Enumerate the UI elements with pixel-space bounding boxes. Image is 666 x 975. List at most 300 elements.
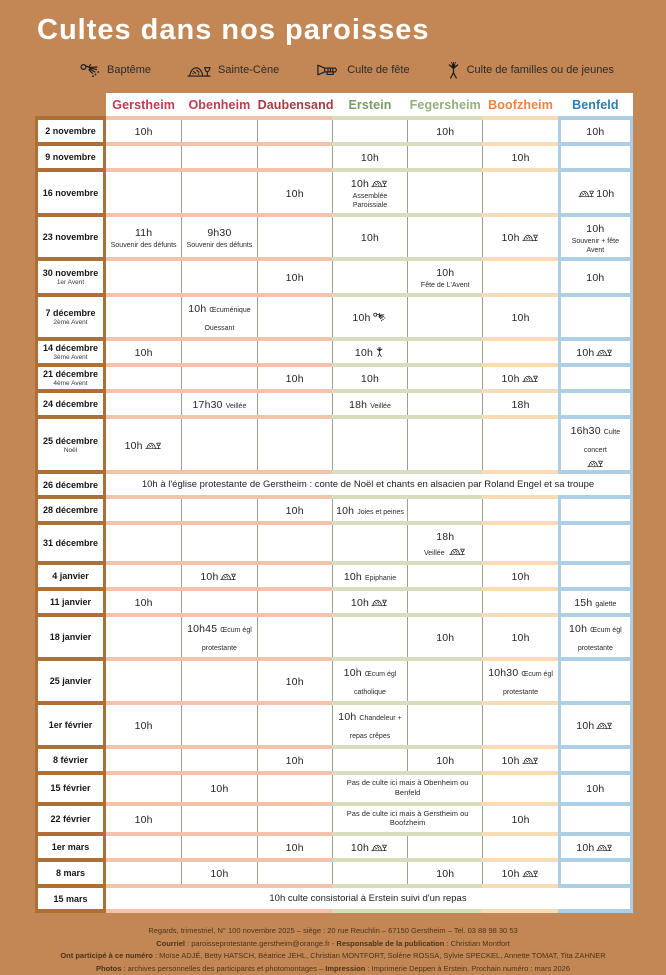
service-time: 10h xyxy=(285,272,304,285)
schedule-cell xyxy=(106,565,181,587)
service-time: 18h xyxy=(511,399,530,412)
schedule-row xyxy=(35,261,633,293)
legend-item-bapteme xyxy=(80,63,151,78)
schedule-cell xyxy=(106,775,181,802)
schedule-cell xyxy=(558,775,633,802)
service-note: Epiphanie xyxy=(364,574,397,582)
schedule-cell xyxy=(332,419,407,470)
schedule-cell xyxy=(332,393,407,415)
service-note: galette xyxy=(595,600,617,608)
schedule-cell xyxy=(106,749,181,771)
sainte-cene-icon xyxy=(596,347,612,357)
date-cell xyxy=(35,862,106,884)
date-label: 16 novembre xyxy=(42,187,99,198)
schedule-cell xyxy=(332,341,407,363)
schedule-cell xyxy=(482,172,557,213)
sainte-cene-icon xyxy=(371,178,387,188)
schedule-cell xyxy=(558,525,633,561)
sainte-cene-icon xyxy=(371,597,387,607)
schedule-row xyxy=(35,499,633,521)
column-header-boofzheim: Boofzheim xyxy=(482,93,557,116)
date-cell xyxy=(35,172,106,213)
schedule-cell xyxy=(332,806,483,833)
service-time: 10h xyxy=(338,710,357,723)
column-header-date xyxy=(35,93,106,116)
sainte-cene-icon xyxy=(449,546,465,556)
schedule-cell xyxy=(106,806,181,833)
schedule-row xyxy=(35,617,633,657)
schedule-cell xyxy=(407,367,482,389)
service-time: 10h45 xyxy=(187,622,218,635)
service-time: 10h xyxy=(436,868,455,881)
service-time: 10h xyxy=(436,631,455,644)
schedule-cell xyxy=(181,862,256,884)
schedule-cell xyxy=(407,297,482,337)
schedule-cell xyxy=(181,499,256,521)
date-sublabel: 1er Avent xyxy=(56,279,85,287)
schedule-cell xyxy=(257,525,332,561)
service-note: Veillée xyxy=(225,403,247,411)
schedule-cell xyxy=(257,499,332,521)
service-time: 10h xyxy=(501,868,520,881)
schedule-cell xyxy=(332,705,407,745)
band-cell xyxy=(106,909,181,913)
service-note: Œcuménique Ouessant xyxy=(204,307,251,333)
service-time: 10h xyxy=(501,373,520,386)
date-cell xyxy=(35,888,106,909)
service-time: 10h xyxy=(576,842,595,855)
legend-label: Sainte-Cène xyxy=(218,64,280,77)
schedule-cell xyxy=(106,836,181,858)
service-time: 9h30 xyxy=(207,227,232,240)
schedule-cell xyxy=(181,749,256,771)
schedule-cell xyxy=(558,806,633,833)
date-label: 1er février xyxy=(48,719,93,730)
sainte-cene-icon xyxy=(578,188,594,198)
service-note: Œcum égl protestante xyxy=(201,626,252,652)
footer-text: : Moïse ADJÉ, Betty HATSCH, Béatrice JEHL, Christian MONTFORT, Solène ROSSA, Sylvie SPECKEL, Annette TOMAT, Tita ZAHNER xyxy=(152,951,606,961)
date-label: 24 décembre xyxy=(42,399,99,410)
schedule-row xyxy=(35,565,633,587)
date-sublabel: 3ème Avent xyxy=(53,354,88,362)
date-label: 15 mars xyxy=(53,893,88,904)
schedule-cell xyxy=(257,749,332,771)
schedule-row xyxy=(35,525,633,561)
schedule-row xyxy=(35,217,633,258)
schedule-cell xyxy=(332,525,407,561)
date-label: 7 décembre xyxy=(45,308,96,319)
schedule-cell xyxy=(106,261,181,293)
service-time: 10h xyxy=(586,222,605,235)
date-label: 21 décembre xyxy=(42,369,99,380)
schedule-cell xyxy=(257,146,332,168)
band-cell xyxy=(407,909,482,913)
service-time: 10h xyxy=(285,675,304,688)
legend-label: Culte de familles ou de jeunes xyxy=(466,64,614,77)
column-header-daubensand: Daubensand xyxy=(257,93,332,116)
schedule-row xyxy=(35,367,633,389)
schedule-cell xyxy=(332,297,407,337)
schedule-cell xyxy=(482,393,557,415)
sainte-cene-icon xyxy=(522,373,538,383)
column-header-gerstheim: Gerstheim xyxy=(106,93,181,116)
footer-text: Ont participé à ce numéro xyxy=(60,951,153,961)
band-cell xyxy=(181,909,256,913)
schedule-row xyxy=(35,836,633,858)
service-time: 10h xyxy=(511,312,530,325)
column-header-erstein: Erstein xyxy=(332,93,407,116)
service-note: Œcum égl protestante xyxy=(503,670,553,696)
date-cell xyxy=(35,419,106,470)
service-time: 10h xyxy=(285,187,304,200)
footer-text: : Christian Montfort xyxy=(444,938,510,948)
schedule-cell xyxy=(181,617,256,657)
date-label: 2 novembre xyxy=(45,126,96,137)
footer-line xyxy=(0,938,666,950)
service-time: 10h xyxy=(343,666,362,679)
service-time: 16h30 xyxy=(570,425,601,438)
date-label: 23 novembre xyxy=(42,232,99,243)
legend-item-famille xyxy=(446,61,614,79)
schedule-cell xyxy=(257,341,332,363)
service-time: 10h xyxy=(586,272,605,285)
service-note: Culte concert xyxy=(583,429,621,455)
schedule-cell xyxy=(558,217,633,258)
legend-item-sainte-cene xyxy=(187,63,279,78)
schedule-cell xyxy=(257,705,332,745)
schedule-cell xyxy=(407,617,482,657)
service-time: 18h xyxy=(349,399,368,412)
service-time: 10h xyxy=(569,622,588,635)
schedule-cell xyxy=(482,120,557,142)
date-cell xyxy=(35,474,106,495)
service-time: 10h xyxy=(124,439,143,452)
schedule-cell xyxy=(332,172,407,213)
date-label: 18 janvier xyxy=(49,631,92,642)
date-label: 14 décembre xyxy=(42,343,99,354)
schedule-cell xyxy=(558,172,633,213)
schedule-cell xyxy=(106,661,181,701)
schedule-row xyxy=(35,705,633,745)
schedule-cell xyxy=(257,617,332,657)
service-time: Pas de culte ici mais à Obenheim ou Benfeld xyxy=(346,777,469,797)
schedule-cell xyxy=(257,591,332,613)
legend-label: Culte de fête xyxy=(347,64,410,77)
service-time: 10h xyxy=(576,719,595,732)
schedule-cell xyxy=(106,341,181,363)
service-time: 10h xyxy=(350,596,370,609)
schedule-cell xyxy=(181,341,256,363)
schedule-cell xyxy=(558,565,633,587)
sainte-cene-icon xyxy=(371,842,387,852)
schedule-cell xyxy=(332,367,407,389)
date-label: 25 décembre xyxy=(42,435,99,446)
service-time: 10h xyxy=(134,347,153,360)
schedule-cell xyxy=(106,367,181,389)
service-note: Œcum égl protestante xyxy=(577,626,622,652)
date-cell xyxy=(35,217,106,258)
schedule-cell xyxy=(106,862,181,884)
schedule-cell xyxy=(482,806,557,833)
date-sublabel: 2ème Avent xyxy=(53,319,88,327)
schedule-cell xyxy=(482,499,557,521)
service-note: Chandeleur + repas crêpes xyxy=(349,714,402,740)
schedule-cell xyxy=(558,367,633,389)
service-time: 10h xyxy=(511,631,530,644)
service-time: 10h xyxy=(200,570,219,583)
service-time: 10h xyxy=(586,783,605,796)
service-time: 17h30 xyxy=(192,399,223,412)
service-time: 10h xyxy=(210,868,229,881)
schedule-cell xyxy=(482,217,557,258)
schedule-cell xyxy=(257,297,332,337)
band-cell xyxy=(35,909,106,913)
band-cell xyxy=(558,909,633,913)
schedule-cell xyxy=(257,120,332,142)
schedule-cell xyxy=(332,749,407,771)
schedule-cell xyxy=(257,806,332,833)
service-time: 10h xyxy=(501,754,520,767)
date-cell xyxy=(35,341,106,363)
full-span-cell: 10h à l'église protestante de Gerstheim : conte de Noël et chants en alsacien par Roland Engel et sa troupe xyxy=(106,474,633,495)
schedule-cell xyxy=(106,591,181,613)
sainte-cene-icon xyxy=(522,868,538,878)
schedule-cell xyxy=(257,367,332,389)
date-sublabel: 4ème Avent xyxy=(53,380,88,388)
date-cell xyxy=(35,617,106,657)
schedule-cell xyxy=(332,836,407,858)
service-time: 11h xyxy=(134,227,153,240)
date-label: 31 décembre xyxy=(42,538,99,549)
famille-icon xyxy=(446,61,460,79)
date-cell xyxy=(35,120,106,142)
schedule-cell xyxy=(558,146,633,168)
date-label: 22 février xyxy=(50,814,91,825)
schedule-cell xyxy=(558,341,633,363)
schedule-row xyxy=(35,862,633,884)
schedule-cell xyxy=(181,775,256,802)
schedule-row xyxy=(35,297,633,337)
schedule-cell xyxy=(482,419,557,470)
date-cell xyxy=(35,393,106,415)
schedule-cell xyxy=(482,617,557,657)
schedule-cell xyxy=(181,565,256,587)
schedule-cell xyxy=(332,261,407,293)
full-span-cell: 10h culte consistorial à Erstein suivi d'un repas xyxy=(106,888,633,909)
date-cell xyxy=(35,591,106,613)
service-time: 10h xyxy=(436,126,455,139)
schedule-cell xyxy=(106,393,181,415)
schedule-cell xyxy=(482,862,557,884)
schedule-cell xyxy=(558,261,633,293)
footer-text: : Imprimerie Deppen à Erstein. Prochain numéro : mars 2026 xyxy=(365,963,570,973)
column-header-fegersheim: Fegersheim xyxy=(407,93,482,116)
footer-text: Courriel xyxy=(156,938,185,948)
schedule-cell xyxy=(332,775,483,802)
schedule-cell xyxy=(482,341,557,363)
schedule-cell xyxy=(407,393,482,415)
schedule-cell xyxy=(257,172,332,213)
schedule-cell xyxy=(558,862,633,884)
schedule-cell xyxy=(181,297,256,337)
schedule-cell xyxy=(407,661,482,701)
schedule-cell xyxy=(407,419,482,470)
schedule-cell xyxy=(181,261,256,293)
date-label: 11 janvier xyxy=(49,596,92,607)
schedule-cell xyxy=(407,217,482,258)
date-label: 28 décembre xyxy=(42,505,99,516)
sainte-cene-icon xyxy=(596,842,612,852)
service-time: 10h xyxy=(134,126,153,139)
schedule-cell xyxy=(558,297,633,337)
schedule-cell xyxy=(181,705,256,745)
service-time: 10h xyxy=(354,347,374,360)
footer-line xyxy=(0,950,666,962)
schedule-cell xyxy=(482,525,557,561)
schedule-cell xyxy=(482,367,557,389)
service-time: 10h xyxy=(285,505,304,518)
schedule-cell xyxy=(106,120,181,142)
date-cell xyxy=(35,367,106,389)
schedule-cell xyxy=(106,217,181,258)
sainte-cene-icon xyxy=(587,458,603,468)
schedule-cell xyxy=(332,499,407,521)
schedule-cell xyxy=(181,806,256,833)
schedule-cell xyxy=(257,565,332,587)
schedule-cell xyxy=(332,617,407,657)
sainte-cene-icon xyxy=(522,755,538,765)
schedule-cell xyxy=(332,862,407,884)
sainte-cene-icon xyxy=(145,440,161,450)
footer-text: Photos xyxy=(96,963,122,973)
service-time: 10h xyxy=(576,347,595,360)
schedule-cell xyxy=(558,393,633,415)
schedule-row xyxy=(35,806,633,833)
band-cell xyxy=(332,909,407,913)
schedule-cell xyxy=(482,297,557,337)
schedule-cell xyxy=(106,172,181,213)
schedule-row xyxy=(35,749,633,771)
date-label: 1er mars xyxy=(51,842,90,853)
date-label: 15 février xyxy=(50,783,91,794)
schedule-cell xyxy=(482,705,557,745)
schedule-cell xyxy=(332,146,407,168)
service-time: 10h xyxy=(586,126,605,139)
service-time: 10h xyxy=(285,373,304,386)
footer-text: : archives personnelles des participants et photomontages – xyxy=(121,963,326,973)
column-header-obenheim: Obenheim xyxy=(181,93,256,116)
schedule-row xyxy=(35,146,633,168)
service-time: 10h xyxy=(350,178,370,191)
schedule-cell xyxy=(181,367,256,389)
schedule-cell xyxy=(106,525,181,561)
schedule-cell xyxy=(482,146,557,168)
service-time: 10h xyxy=(350,842,370,855)
schedule-cell xyxy=(407,499,482,521)
schedule-cell xyxy=(482,749,557,771)
schedule-row xyxy=(35,888,633,909)
date-cell xyxy=(35,146,106,168)
date-label: 8 mars xyxy=(55,868,86,879)
date-label: 26 décembre xyxy=(42,479,99,490)
column-header-benfeld: Benfeld xyxy=(558,93,633,116)
schedule-cell xyxy=(257,393,332,415)
schedule-cell xyxy=(181,393,256,415)
schedule-cell xyxy=(482,565,557,587)
service-icon-line xyxy=(563,458,628,468)
schedule-cell xyxy=(558,617,633,657)
footer-line xyxy=(0,963,666,975)
service-time: 15h xyxy=(574,596,593,609)
legend-item-fete xyxy=(315,63,409,77)
schedule-row xyxy=(35,172,633,213)
schedule-cell xyxy=(257,217,332,258)
service-note: Souvenir + fête Avent xyxy=(571,237,619,254)
schedule-table xyxy=(35,93,633,913)
schedule-cell xyxy=(181,836,256,858)
schedule-row xyxy=(35,341,633,363)
service-note: Œcum égl catholique xyxy=(354,670,397,696)
footer-text: Regards, trimestriel, N° 100 novembre 2025 – siège : 20 rue Reuchlin – 67150 Gerstheim – Tel. 03 88 98 30 53 xyxy=(148,926,518,936)
schedule-cell xyxy=(332,591,407,613)
band-cell xyxy=(257,909,332,913)
service-time: 10h xyxy=(511,152,530,165)
schedule-cell xyxy=(558,749,633,771)
footer-line xyxy=(0,925,666,937)
service-note: Veillée xyxy=(370,403,391,411)
service-note: Joies et peines xyxy=(357,509,404,517)
schedule-cell xyxy=(407,705,482,745)
footer-text: Impression xyxy=(325,963,366,973)
service-time: 10h xyxy=(596,187,615,200)
legend-label: Baptême xyxy=(107,64,152,77)
schedule-row xyxy=(35,661,633,701)
sainte-cene-icon xyxy=(596,720,612,730)
date-cell xyxy=(35,525,106,561)
schedule-cell xyxy=(257,661,332,701)
service-time: 18h xyxy=(436,531,455,544)
date-cell xyxy=(35,836,106,858)
schedule-cell xyxy=(482,661,557,701)
service-time: 10h xyxy=(501,232,520,245)
date-label: 9 novembre xyxy=(45,152,96,163)
service-time: 10h xyxy=(134,596,153,609)
service-note: Souvenir des défunts xyxy=(110,242,177,250)
schedule-cell xyxy=(257,862,332,884)
schedule-cell xyxy=(106,705,181,745)
service-time: 10h xyxy=(511,814,530,827)
schedule-cell xyxy=(332,217,407,258)
schedule-cell xyxy=(407,261,482,293)
date-cell xyxy=(35,499,106,521)
service-time: 10h xyxy=(436,267,455,280)
service-time: 10h xyxy=(360,232,380,245)
schedule-cell xyxy=(482,261,557,293)
schedule-cell xyxy=(558,120,633,142)
schedule-cell xyxy=(332,565,407,587)
famille-icon xyxy=(375,347,383,357)
schedule-cell xyxy=(181,591,256,613)
schedule-cell xyxy=(558,661,633,701)
schedule-cell xyxy=(332,120,407,142)
date-cell xyxy=(35,806,106,833)
date-label: 30 novembre xyxy=(42,268,99,279)
service-time: 10h xyxy=(511,570,530,583)
date-label: 8 février xyxy=(52,754,89,765)
service-time: 10h xyxy=(285,754,304,767)
schedule-cell xyxy=(407,341,482,363)
service-time: 10h xyxy=(360,373,380,386)
